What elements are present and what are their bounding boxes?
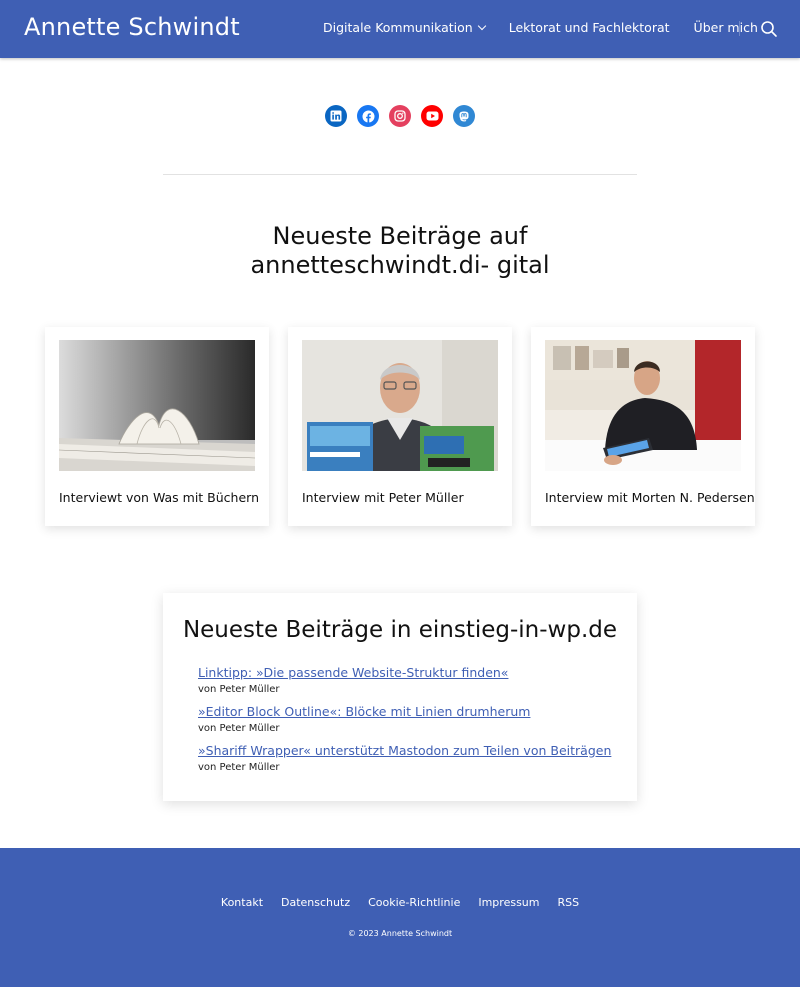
post-card[interactable] [288, 327, 512, 526]
nav-item-ueber-mich[interactable] [694, 20, 758, 35]
nav-item-label: Lektorat und Fachlektorat [508, 20, 670, 35]
search-icon [760, 20, 778, 38]
footer-link-cookie[interactable]: Cookie-Richtlinie [368, 896, 461, 909]
post-card[interactable] [531, 327, 755, 526]
post-card[interactable] [45, 327, 269, 526]
portrait-image [302, 340, 498, 471]
nav-item-lektorat[interactable] [509, 20, 670, 35]
post-author: von Peter Müller [198, 762, 280, 773]
search-button[interactable] [760, 20, 778, 38]
youtube-icon[interactable] [421, 105, 443, 127]
footer-link-rss[interactable]: RSS [557, 896, 580, 909]
site-title[interactable]: Annette Schwindt [24, 13, 240, 41]
footer-link-kontakt[interactable]: Kontakt [220, 896, 264, 909]
post-link[interactable]: Linktipp: »Die passende Website-Struktur finden« [198, 665, 509, 680]
footer-link-datenschutz[interactable]: Datenschutz [281, 896, 351, 909]
social-links [325, 105, 475, 127]
book-image [59, 340, 255, 471]
site-header [0, 0, 800, 58]
linkedin-icon[interactable] [325, 105, 347, 127]
wp-posts-box [163, 593, 637, 801]
list-item [198, 704, 530, 734]
nav-divider [739, 21, 740, 36]
facebook-icon[interactable] [357, 105, 379, 127]
wp-posts-heading: Neueste Beiträge in einstieg-in-wp.de [182, 617, 618, 643]
post-card-title[interactable]: Interview mit Morten N. Pedersen [545, 490, 755, 505]
latest-posts-heading: Neueste Beiträge auf annetteschwindt.di- gital [250, 222, 550, 279]
nav-item-label: Über mich [693, 20, 758, 35]
nav-item-label: Digitale Kommunikation [323, 20, 473, 35]
site-footer [0, 848, 800, 987]
post-author: von Peter Müller [198, 723, 280, 734]
main-nav [323, 20, 758, 35]
portrait-image [545, 340, 741, 471]
post-link[interactable]: »Editor Block Outline«: Blöcke mit Linien drumherum [198, 704, 531, 719]
mastodon-icon[interactable] [453, 105, 475, 127]
instagram-icon[interactable] [389, 105, 411, 127]
post-author: von Peter Müller [198, 684, 280, 695]
list-item [198, 743, 611, 773]
footer-link-impressum[interactable]: Impressum [478, 896, 540, 909]
nav-item-digitale-kommunikation[interactable] [323, 20, 485, 35]
section-divider [163, 174, 637, 175]
post-card-title[interactable]: Interview mit Peter Müller [302, 490, 464, 505]
footer-nav [0, 896, 800, 909]
chevron-down-icon [477, 22, 485, 30]
list-item [198, 665, 508, 695]
post-link[interactable]: »Shariff Wrapper« unterstützt Mastodon zum Teilen von Beiträgen [198, 743, 612, 758]
copyright: © 2023 Annette Schwindt [347, 929, 453, 938]
post-card-title[interactable]: Interviewt von Was mit Büchern [59, 490, 259, 505]
